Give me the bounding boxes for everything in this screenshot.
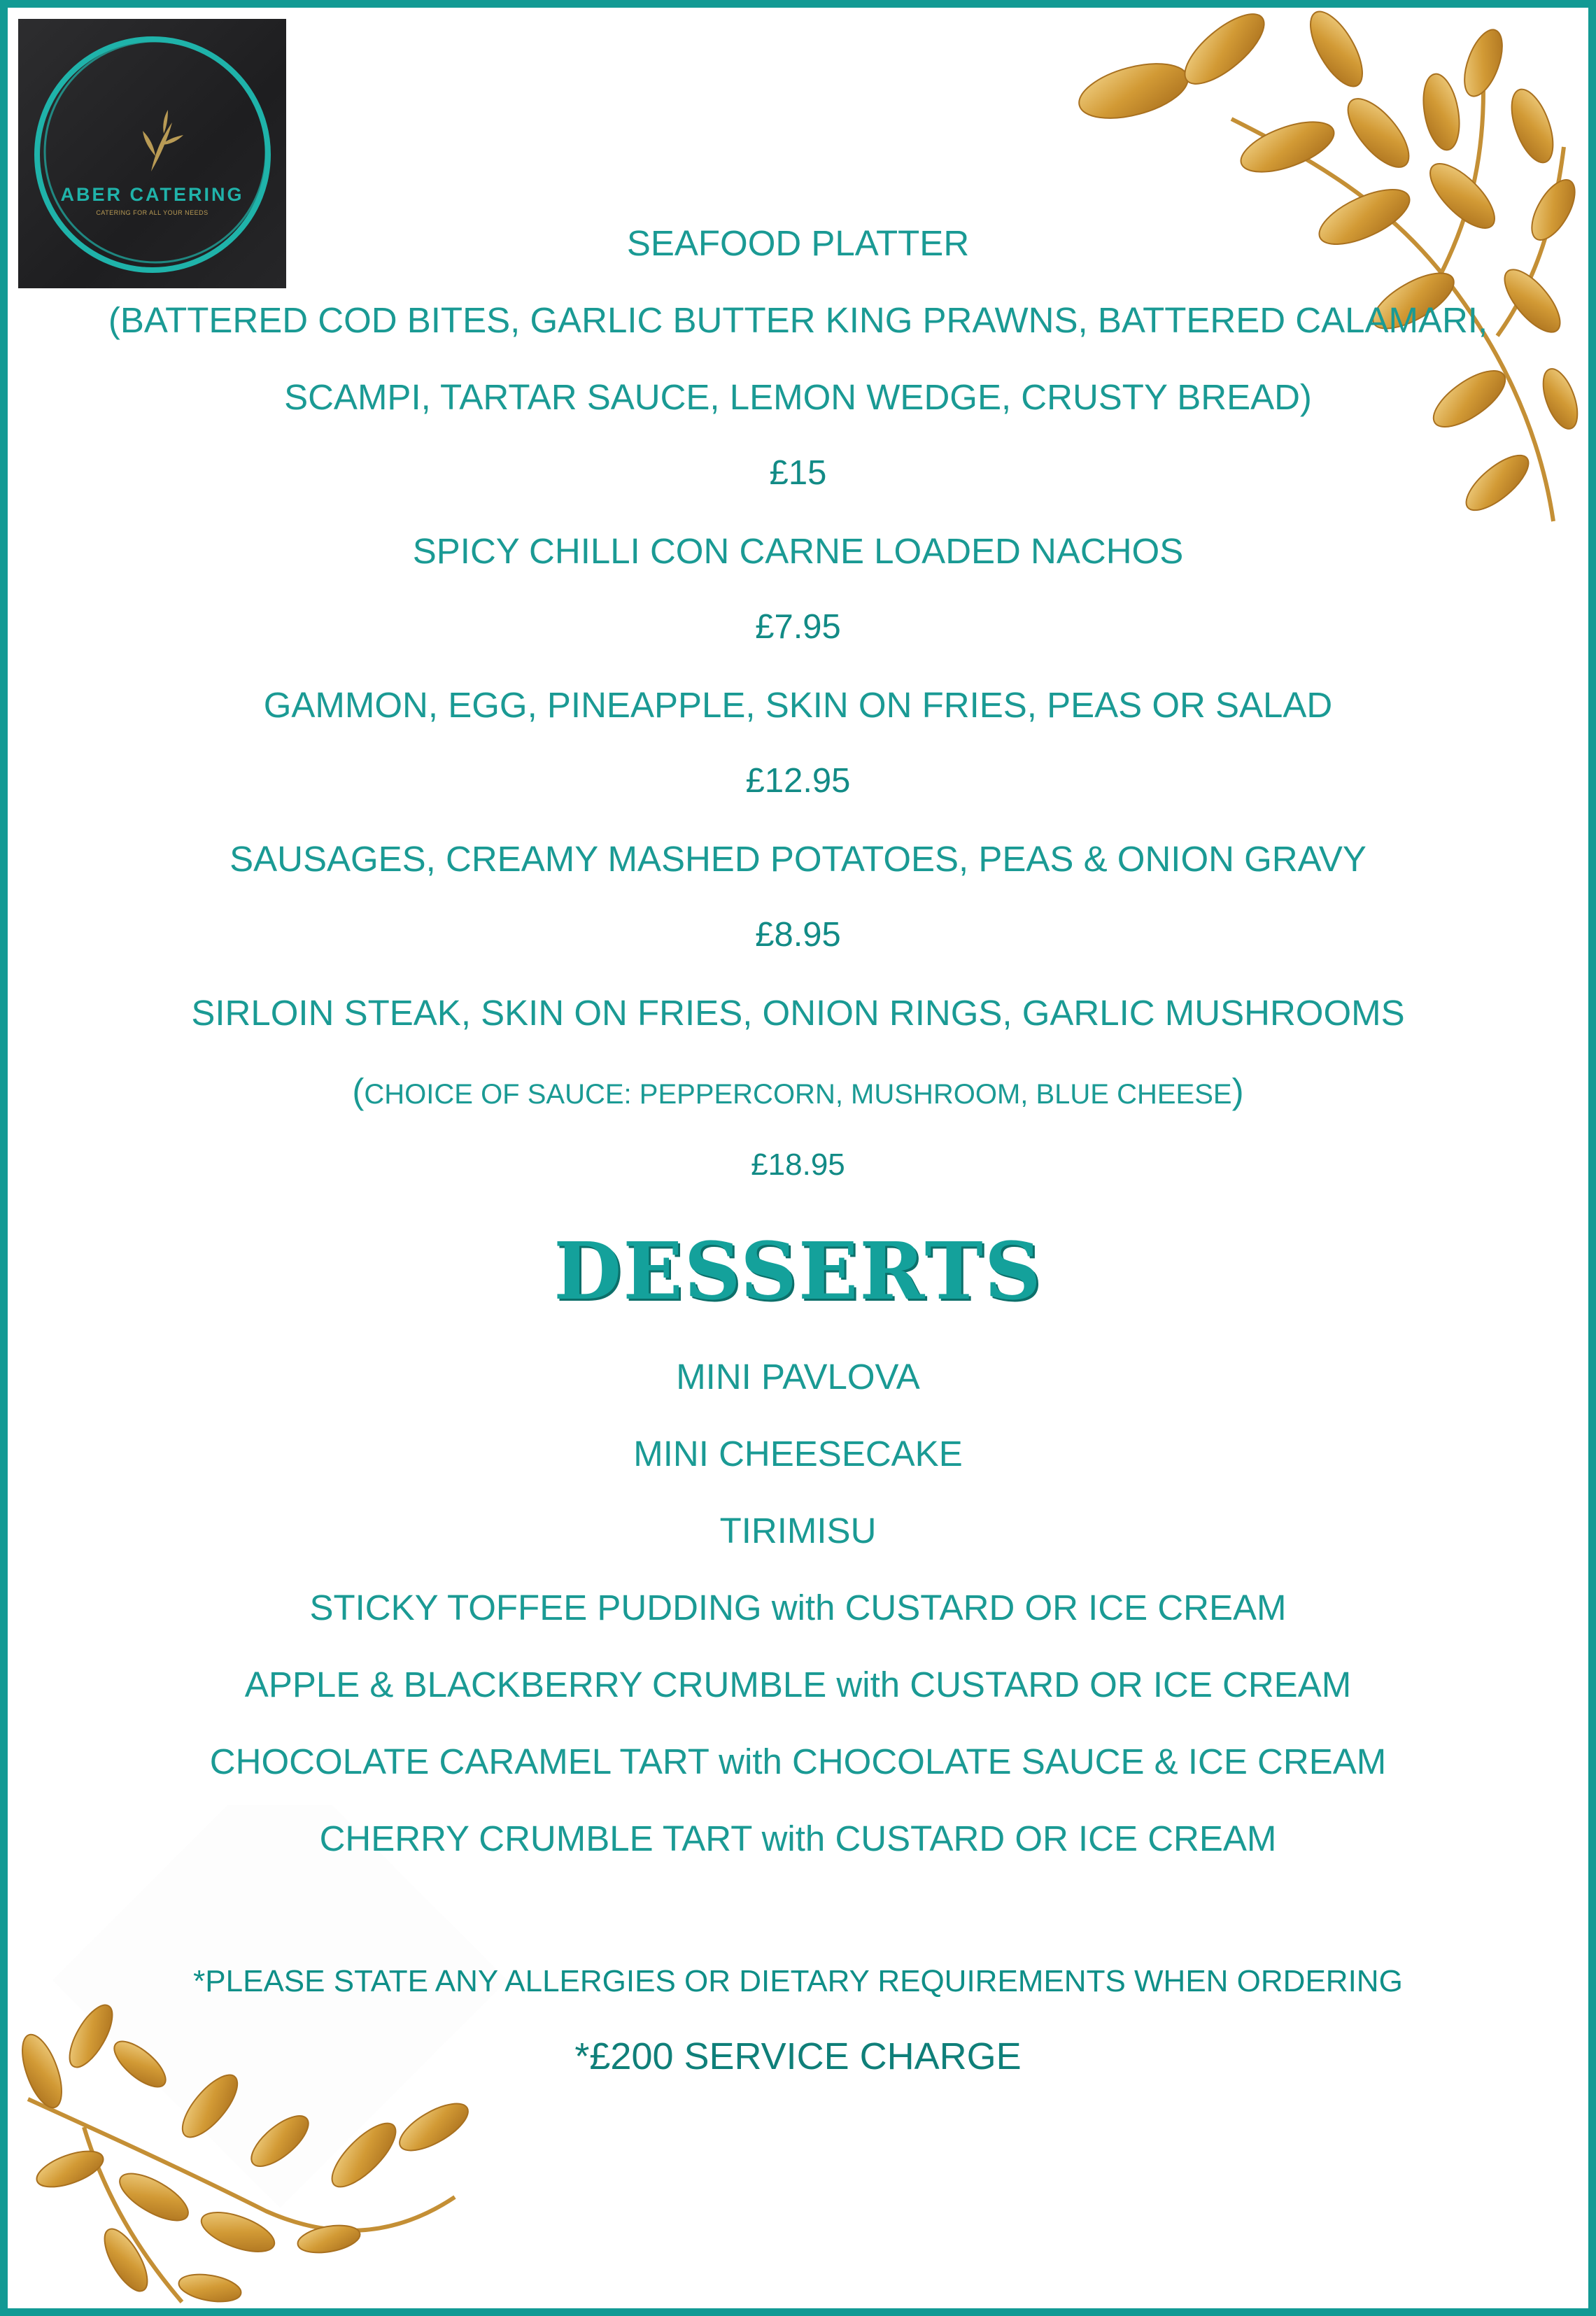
leaf-icon [143,110,183,171]
choice-close-paren: ) [1231,1071,1244,1111]
sirloin-steak-title: SIRLOIN STEAK, SKIN ON FRIES, ONION RINGS, GARLIC MUSHROOMS [191,993,1405,1033]
dessert-item: MINI CHEESECAKE [633,1434,963,1474]
choice-open-paren: ( [352,1071,365,1111]
dessert-item: APPLE & BLACKBERRY CRUMBLE with CUSTARD OR ICE CREAM [244,1665,1352,1704]
logo-brand-name: ABER CATERING [60,184,244,205]
sirloin-steak-price: £18.95 [751,1148,845,1182]
nachos-title: SPICY CHILLI CON CARNE LOADED NACHOS [412,531,1184,571]
gammon-price: £12.95 [745,762,851,800]
allergies-note: *PLEASE STATE ANY ALLERGIES OR DIETARY REQUIREMENTS WHEN ORDERING [193,1964,1403,1998]
service-charge-note: *£200 SERVICE CHARGE [574,2035,1022,2077]
nachos-price: £7.95 [755,608,841,646]
desserts-heading: DESSERTS [553,1226,1043,1318]
logo-tagline: CATERING FOR ALL YOUR NEEDS [96,209,209,216]
gammon-title: GAMMON, EGG, PINEAPPLE, SKIN ON FRIES, PEAS OR SALAD [263,685,1333,725]
choice-text: CHOICE OF SAUCE: PEPPERCORN, MUSHROOM, BLUE CHEESE [364,1079,1232,1110]
dessert-item: CHERRY CRUMBLE TART with CUSTARD OR ICE CREAM [319,1819,1277,1858]
dessert-item: MINI PAVLOVA [676,1357,920,1397]
dessert-item: STICKY TOFFEE PUDDING with CUSTARD OR ICE CREAM [309,1588,1287,1627]
seafood-platter-description-1: (BATTERED COD BITES, GARLIC BUTTER KING PRAWNS, BATTERED CALAMARI, [108,300,1488,340]
dessert-item: CHOCOLATE CARAMEL TART with CHOCOLATE SAUCE & ICE CREAM [209,1742,1387,1781]
seafood-platter-description-2: SCAMPI, TARTAR SAUCE, LEMON WEDGE, CRUSTY BREAD) [284,377,1312,417]
sirloin-steak-sauce-choice [0,1073,1596,1109]
sausages-price: £8.95 [755,916,841,954]
dessert-item: TIRIMISU [719,1511,877,1551]
seafood-platter-title: SEAFOOD PLATTER [626,223,970,263]
seafood-platter-price: £15 [769,454,827,492]
golden-leaves-top-decoration [1050,7,1588,525]
sausages-title: SAUSAGES, CREAMY MASHED POTATOES, PEAS & ONION GRAVY [229,839,1367,879]
